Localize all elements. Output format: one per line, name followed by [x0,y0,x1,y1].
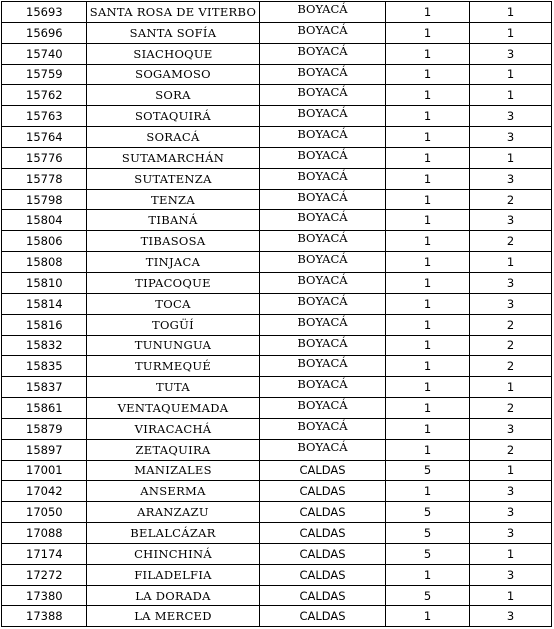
value-cell-1: 1 [386,314,470,335]
value-cell-1: 1 [386,377,470,398]
value-cell-2: 1 [470,585,552,606]
municipality-cell: TOGÜÍ [87,314,260,335]
table-body [2,2,552,627]
value-cell-1: 1 [386,398,470,419]
municipality-cell: ANSERMA [87,481,260,502]
table-row [2,460,552,481]
code-cell: 15861 [2,398,87,419]
municipality-cell: SOGAMOSO [87,64,260,85]
municipality-cell: TIPACOQUE [87,272,260,293]
municipality-cell: CHINCHINÁ [87,543,260,564]
municipality-cell: TUTA [87,377,260,398]
municipality-cell: TURMEQUÉ [87,356,260,377]
value-cell-1: 1 [386,481,470,502]
code-cell: 17088 [2,523,87,544]
department-cell: BOYACÁ [260,85,386,106]
value-cell-2: 2 [470,398,552,419]
code-cell: 15835 [2,356,87,377]
code-cell: 15798 [2,189,87,210]
table-row [2,585,552,606]
value-cell-2: 1 [470,85,552,106]
code-cell: 15764 [2,127,87,148]
value-cell-2: 3 [470,106,552,127]
value-cell-2: 1 [470,22,552,43]
table-row [2,252,552,273]
value-cell-2: 3 [470,127,552,148]
code-cell: 17042 [2,481,87,502]
value-cell-1: 1 [386,210,470,231]
municipality-cell: ZETAQUIRA [87,439,260,460]
department-cell: BOYACÁ [260,64,386,85]
table-row [2,231,552,252]
table-row [2,22,552,43]
code-cell: 15810 [2,272,87,293]
department-cell: BOYACÁ [260,335,386,356]
table-row [2,418,552,439]
value-cell-1: 5 [386,523,470,544]
value-cell-2: 3 [470,606,552,627]
value-cell-2: 3 [470,481,552,502]
code-cell: 17174 [2,543,87,564]
value-cell-2: 2 [470,231,552,252]
department-cell: CALDAS [260,460,386,481]
value-cell-2: 3 [470,43,552,64]
code-cell: 17272 [2,564,87,585]
code-cell: 17380 [2,585,87,606]
department-cell: BOYACÁ [260,398,386,419]
code-cell: 15696 [2,22,87,43]
department-cell: BOYACÁ [260,43,386,64]
code-cell: 15778 [2,168,87,189]
municipality-cell: SUTAMARCHÁN [87,147,260,168]
department-cell: BOYACÁ [260,231,386,252]
table-row [2,64,552,85]
department-cell: BOYACÁ [260,168,386,189]
department-cell: BOYACÁ [260,252,386,273]
value-cell-2: 2 [470,356,552,377]
municipality-cell: SIACHOQUE [87,43,260,64]
table-row [2,43,552,64]
value-cell-1: 1 [386,168,470,189]
department-cell: BOYACÁ [260,377,386,398]
code-cell: 15806 [2,231,87,252]
code-cell: 15693 [2,2,87,23]
value-cell-1: 1 [386,106,470,127]
table-row [2,189,552,210]
code-cell: 17050 [2,502,87,523]
department-cell: BOYACÁ [260,272,386,293]
value-cell-2: 3 [470,502,552,523]
value-cell-1: 1 [386,231,470,252]
code-cell: 15763 [2,106,87,127]
table-row [2,606,552,627]
value-cell-1: 1 [386,252,470,273]
table-row [2,439,552,460]
table-row [2,147,552,168]
department-cell: BOYACÁ [260,293,386,314]
value-cell-1: 5 [386,460,470,481]
code-cell: 15759 [2,64,87,85]
department-cell: CALDAS [260,585,386,606]
value-cell-1: 1 [386,22,470,43]
value-cell-2: 3 [470,210,552,231]
table-row [2,398,552,419]
department-cell: CALDAS [260,523,386,544]
municipality-cell: SANTA SOFÍA [87,22,260,43]
department-cell: BOYACÁ [260,106,386,127]
table-row [2,127,552,148]
value-cell-2: 3 [470,523,552,544]
department-cell: BOYACÁ [260,189,386,210]
table-row [2,85,552,106]
municipality-table [1,1,552,627]
value-cell-2: 1 [470,377,552,398]
municipality-cell: SORACÁ [87,127,260,148]
value-cell-2: 1 [470,543,552,564]
department-cell: BOYACÁ [260,418,386,439]
code-cell: 15808 [2,252,87,273]
department-cell: BOYACÁ [260,22,386,43]
code-cell: 15804 [2,210,87,231]
municipality-cell: SANTA ROSA DE VITERBO [87,2,260,23]
value-cell-2: 1 [470,64,552,85]
department-cell: CALDAS [260,481,386,502]
value-cell-1: 5 [386,502,470,523]
table-row [2,335,552,356]
department-cell: CALDAS [260,564,386,585]
code-cell: 15816 [2,314,87,335]
municipality-cell: TOCA [87,293,260,314]
table-row [2,2,552,23]
municipality-cell: LA MERCED [87,606,260,627]
value-cell-2: 2 [470,189,552,210]
municipality-cell: TIBANÁ [87,210,260,231]
department-cell: CALDAS [260,543,386,564]
code-cell: 17388 [2,606,87,627]
department-cell: BOYACÁ [260,314,386,335]
department-cell: BOYACÁ [260,210,386,231]
value-cell-1: 1 [386,189,470,210]
department-cell: BOYACÁ [260,127,386,148]
value-cell-2: 3 [470,418,552,439]
table-row [2,523,552,544]
value-cell-2: 3 [470,272,552,293]
value-cell-1: 1 [386,606,470,627]
value-cell-1: 1 [386,293,470,314]
code-cell: 15837 [2,377,87,398]
municipality-cell: FILADELFIA [87,564,260,585]
value-cell-1: 1 [386,147,470,168]
table-row [2,106,552,127]
value-cell-1: 5 [386,543,470,564]
value-cell-2: 2 [470,335,552,356]
code-cell: 17001 [2,460,87,481]
municipality-cell: BELALCÁZAR [87,523,260,544]
municipality-cell: VIRACACHÁ [87,418,260,439]
department-cell: BOYACÁ [260,356,386,377]
table-row [2,377,552,398]
code-cell: 15832 [2,335,87,356]
value-cell-2: 3 [470,168,552,189]
value-cell-1: 1 [386,127,470,148]
table-row [2,356,552,377]
municipality-cell: TENZA [87,189,260,210]
value-cell-2: 2 [470,314,552,335]
municipality-cell: TUNUNGUA [87,335,260,356]
municipality-cell: TINJACA [87,252,260,273]
table-row [2,293,552,314]
department-cell: CALDAS [260,606,386,627]
table-row [2,564,552,585]
code-cell: 15879 [2,418,87,439]
municipality-cell: ARANZAZU [87,502,260,523]
value-cell-2: 3 [470,564,552,585]
table-row [2,210,552,231]
value-cell-1: 1 [386,418,470,439]
department-cell: BOYACÁ [260,2,386,23]
value-cell-1: 5 [386,585,470,606]
table-row [2,481,552,502]
value-cell-1: 1 [386,335,470,356]
value-cell-2: 1 [470,2,552,23]
value-cell-2: 2 [470,439,552,460]
value-cell-1: 1 [386,85,470,106]
value-cell-1: 1 [386,356,470,377]
municipality-cell: MANIZALES [87,460,260,481]
department-cell: BOYACÁ [260,147,386,168]
municipality-cell: TIBASOSA [87,231,260,252]
value-cell-2: 3 [470,293,552,314]
value-cell-2: 1 [470,252,552,273]
municipality-cell: SORA [87,85,260,106]
table-row [2,543,552,564]
value-cell-2: 1 [470,147,552,168]
value-cell-1: 1 [386,43,470,64]
municipality-cell: LA DORADA [87,585,260,606]
value-cell-2: 1 [470,460,552,481]
code-cell: 15762 [2,85,87,106]
table-row [2,272,552,293]
table-row [2,502,552,523]
code-cell: 15740 [2,43,87,64]
table-row [2,314,552,335]
value-cell-1: 1 [386,272,470,293]
table-row [2,168,552,189]
municipality-cell: SOTAQUIRÁ [87,106,260,127]
value-cell-1: 1 [386,64,470,85]
code-cell: 15814 [2,293,87,314]
municipality-cell: SUTATENZA [87,168,260,189]
code-cell: 15776 [2,147,87,168]
department-cell: BOYACÁ [260,439,386,460]
code-cell: 15897 [2,439,87,460]
value-cell-1: 1 [386,2,470,23]
department-cell: CALDAS [260,502,386,523]
municipality-cell: VENTAQUEMADA [87,398,260,419]
value-cell-1: 1 [386,564,470,585]
value-cell-1: 1 [386,439,470,460]
